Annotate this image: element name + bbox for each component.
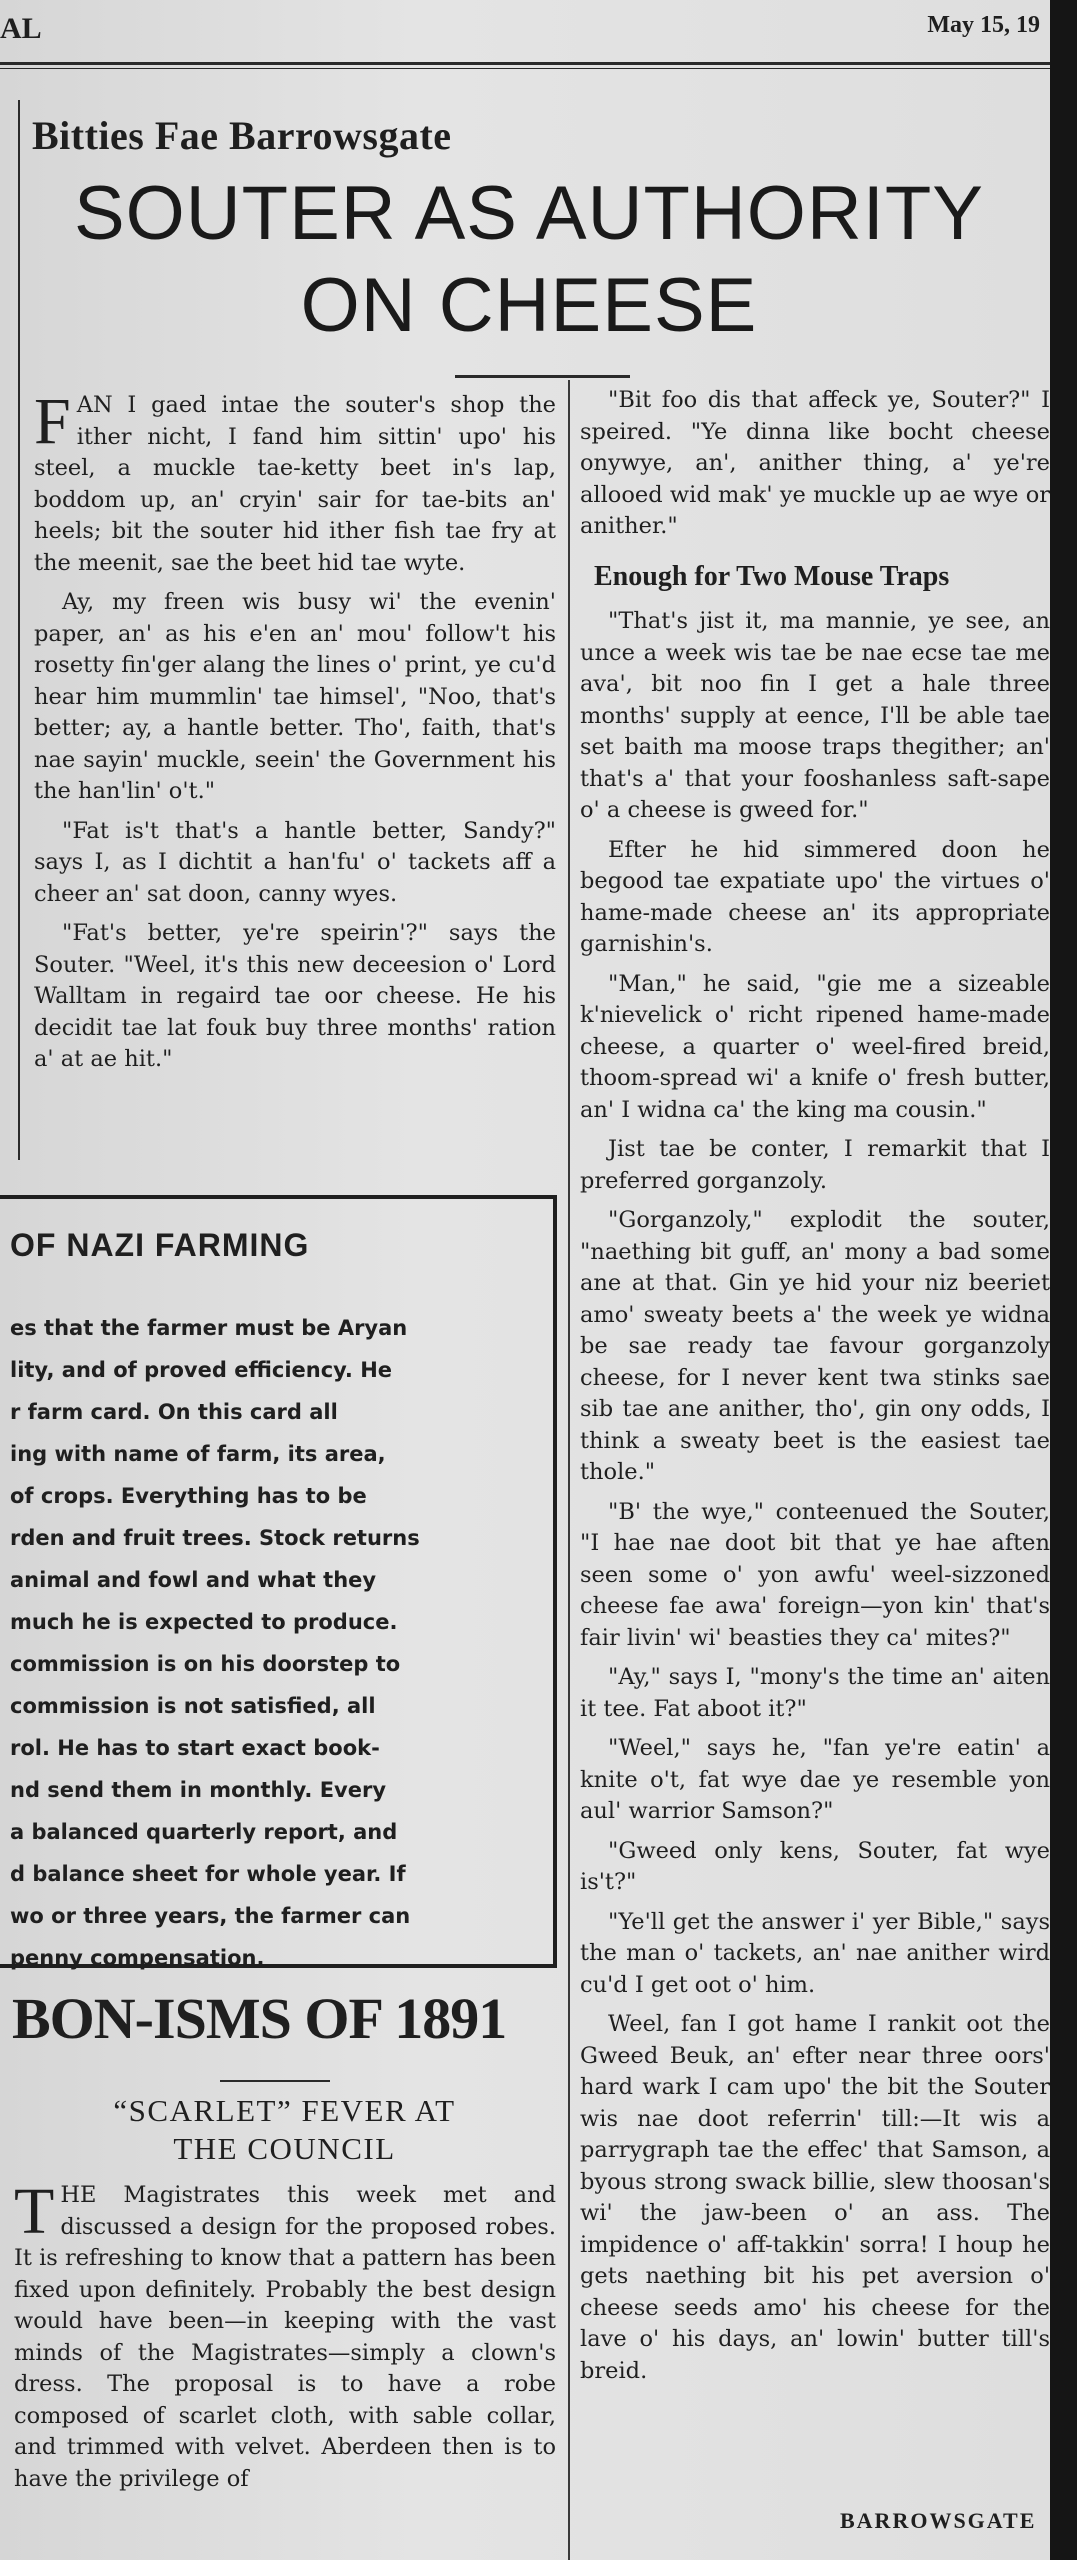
bonisms-paragraph: THE Magistrates this week met and discussed a design for the proposed robes. It is refreshing to know that a pattern has been fixed upon definitely. Probably the best design would have been—in keeping with the vast minds of the Magistrates—simply a clown's dress. The proposal is to have a robe composed of scarlet cloth, with sable collar, and trimmed with velvet. Aberdeen then is to have the privilege of xyxy=(14,2175,556,2492)
column-divider xyxy=(568,380,570,2560)
nazi-line: rol. He has to start exact book- xyxy=(10,1736,380,1760)
headline-rule xyxy=(455,375,630,378)
bonisms-subheadline xyxy=(12,2092,557,2168)
bonisms-headline: BON-ISMS OF 1891 xyxy=(12,1986,507,2051)
story-paragraph: "Ye'll get the answer i' yer Bible," says the man o' tackets, an' nae anither wird cu'd I get oot o' him. xyxy=(580,1908,1050,1998)
nazi-line: animal and fowl and what they xyxy=(10,1568,377,1592)
story-dropcap: F xyxy=(34,385,71,458)
header-rule xyxy=(0,62,1050,65)
story-paragraph: FAN I gaed intae the souter's shop the ither nicht, I fand him sittin' upo' his steel, a muckle tae-ketty beet in's lap, boddom up, an' cryin' sair for tae-bits an' heels; bit the souter hid ither fish tae fry at the meenit, sae the beet hid tae wyte. xyxy=(34,385,556,576)
bonisms-rule xyxy=(220,2080,330,2082)
nazi-farming-box xyxy=(0,1195,557,1968)
story-subhead: Enough for Two Mouse Traps xyxy=(594,560,950,592)
page-header-left: AL xyxy=(0,12,42,45)
story-paragraph: "Gorganzoly," explodit the souter, "naething bit guff, an' mony a bad some ane at that. Gin ye hid your niz beeriet amo' sweaty beets a' the week ye widna be sae ready tae favour gorganzoly cheese, for I never kent twa stinks sae sib tae ane anither, tho', gin ony odds, I think a sweaty beet is the easiest tae thole." xyxy=(580,1207,1050,1485)
nazi-line: r farm card. On this card all xyxy=(10,1400,338,1424)
story-paragraph: "That's jist it, ma mannie, ye see, an unce a week wis tae be nae ecse tae me ava', bit noo fin I get a hale three months' supply at eence, I'll be able tae set baith ma moose traps thegither; an' that's a' that your fooshanless saft-sape o' a cheese is gweed for." xyxy=(580,608,1050,823)
story-paragraph: Ay, my freen wis busy wi' the evenin' paper, an' as his e'en an' mou' follow't his rosetty fin'ger alang the lines o' print, ye cu'd hear him mummlin' tae himsel', "Noo, that's better; ay, a hantle better. Tho', faith, that's nae sayin' muckle, seein' the Government his the han'lin' o't." xyxy=(34,589,556,804)
story-paragraph: "Ay," says I, "mony's the time an' aiten it tee. Fat aboot it?" xyxy=(580,1664,1050,1722)
bonisms-sub-line-2: THE COUNCIL xyxy=(173,2131,396,2166)
story-paragraph: "Man," he said, "gie me a sizeable k'nievelick o' richt ripened hame-made cheese, a quarter o' weel-fired breid, thoom-spread wi' a knife o' fresh butter, an' I widna ca' the king ma cousin." xyxy=(580,970,1050,1123)
story-kicker: Bitties Fae Barrowsgate xyxy=(32,113,452,158)
story-column-1 xyxy=(34,385,556,1084)
header-rule-thin xyxy=(0,68,1050,69)
story-signoff: BARROWSGATE xyxy=(840,2508,1037,2533)
nazi-line: commission is not satisfied, all xyxy=(10,1694,376,1718)
nazi-line: penny compensation. xyxy=(10,1946,265,1970)
bonisms-dropcap: T xyxy=(14,2175,55,2248)
nazi-line: lity, and of proved efficiency. He xyxy=(10,1358,393,1382)
nazi-line: ing with name of farm, its area, xyxy=(10,1442,386,1466)
nazi-line: rden and fruit trees. Stock returns xyxy=(10,1526,420,1550)
nazi-line: es that the farmer must be Aryan xyxy=(10,1316,408,1340)
nazi-line: wo or three years, the farmer can xyxy=(10,1904,411,1928)
page-date: May 15, 19 xyxy=(927,12,1040,38)
nazi-farming-body xyxy=(10,1307,500,1979)
nazi-line: nd send them in monthly. Every xyxy=(10,1778,387,1802)
story-paragraph: Jist tae be conter, I remarkit that I preferred gorganzoly. xyxy=(580,1136,1050,1194)
nazi-line: commission is on his doorstep to xyxy=(10,1652,401,1676)
headline-line-2: ON CHEESE xyxy=(300,263,758,348)
story-column-2 xyxy=(580,385,1050,2395)
nazi-line: much he is expected to produce. xyxy=(10,1610,398,1634)
story-paragraph: "Gweed only kens, Souter, fat wye is't?" xyxy=(580,1837,1050,1895)
story-paragraph: Weel, fan I got hame I rankit oot the Gweed Beuk, an' efter near three oors' hard wark I cam upo' the bit the Souter wis nae doot referrin' till:—It wis a parrygraph tae the effec' that Samson, a byous strong swack billie, slew thoosan's wi' the jaw-been o' an ass. The impidence o' aff-takkin' sorra! I houp he gets naething bit his pet aversion o' cheese seeds amo' his cheese for the lave o' his days, an' lowin' butter till's breid. xyxy=(580,2011,1050,2384)
story-paragraph: "Bit foo dis that affeck ye, Souter?" I speired. "Ye dinna like bocht cheese onywye, an', anither thing, a' ye're allooed wid mak' ye muckle up ae wye or anither." xyxy=(580,387,1050,539)
story-paragraph: "B' the wye," conteenued the Souter, "I hae nae doot bit that ye hae aften seen some o' yon awfu' weel-sizzoned cheese fae awa' foreign—yon kin' that's fair livin' wi' beasties they ca' mites?" xyxy=(580,1498,1050,1651)
nazi-line: d balance sheet for whole year. If xyxy=(10,1862,406,1886)
nazi-farming-title: OF NAZI FARMING xyxy=(10,1227,310,1263)
page-edge-shadow xyxy=(1050,0,1077,2560)
headline-line-1: SOUTER AS AUTHORITY xyxy=(73,171,985,256)
story-paragraph: "Weel," says he, "fan ye're eatin' a knite o't, fat wye dae ye resemble yon aul' warrior Samson?" xyxy=(580,1735,1050,1824)
story-paragraph: Efter he hid simmered doon he begood tae expatiate upo' the virtues o' hame-made cheese an' its appropriate garnishin's. xyxy=(580,836,1050,957)
running-head xyxy=(0,10,1040,50)
story-headline xyxy=(14,168,1044,352)
bonisms-sub-line-1: “SCARLET” FEVER AT xyxy=(113,2093,456,2128)
nazi-line: a balanced quarterly report, and xyxy=(10,1820,398,1844)
bonisms-body xyxy=(14,2175,556,2503)
story-paragraph: "Fat is't that's a hantle better, Sandy?" says I, as I dichtit a han'fu' o' tackets aff a cheer an' sat doon, canny wyes. xyxy=(34,817,556,907)
story-paragraph: "Fat's better, ye're speirin'?" says the Souter. "Weel, it's this new deceesion o' Lord Walltam in regaird tae oor cheese. He his decidit tae lat fouk buy three months' ration a' at ae hit." xyxy=(34,920,556,1072)
nazi-line: of crops. Everything has to be xyxy=(10,1484,367,1508)
